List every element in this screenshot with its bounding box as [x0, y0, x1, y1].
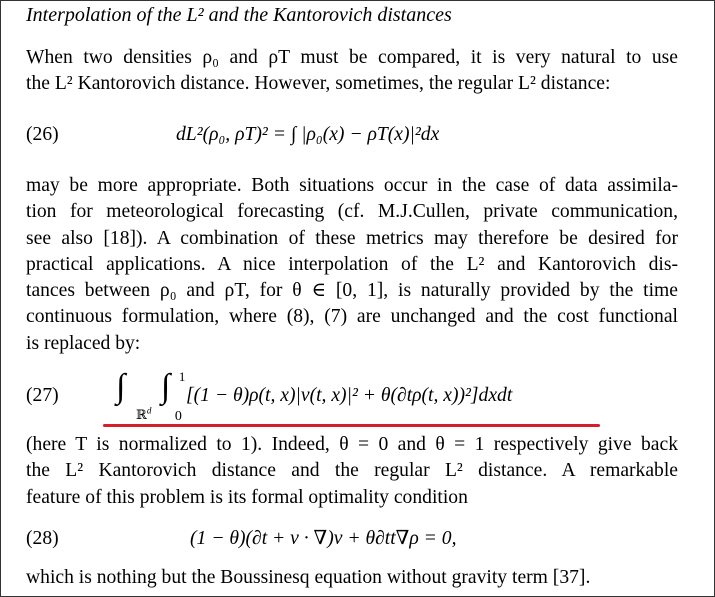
- paragraph-conclusion: [26, 565, 678, 591]
- equation-number-27: (27): [26, 385, 59, 406]
- text-line: which is nothing but the Boussinesq equation without gravity term [37].: [26, 567, 591, 588]
- equation-28: [190, 526, 456, 552]
- integral-sign-icon: ∫: [116, 368, 126, 405]
- text-line: continuous formulation, where (8), (7) are unchanged and the cost functional: [26, 306, 678, 328]
- inner-integral: [161, 368, 189, 424]
- paragraph-interpolation: [26, 173, 678, 357]
- text-line: may be more appropriate. Both situations occur in the case of data assimila-: [26, 175, 678, 196]
- paragraph-intro: [26, 45, 678, 98]
- integral-upper-limit: 1: [178, 369, 186, 384]
- equation-number-28: (28): [26, 528, 59, 549]
- text-line: (here T is normalized to 1). Indeed, θ = 0 and θ = 1 respectively give back: [26, 434, 678, 455]
- text-line: tion for meteorological forecasting (cf. M.J.Cullen, private communication,: [26, 201, 678, 223]
- equation-26: [176, 122, 439, 148]
- paragraph-remarks: [26, 432, 678, 511]
- outer-integral: [116, 368, 152, 424]
- equation-body: [(1 − θ)ρ(t, x)|v(t, x)|² + θ(∂tρ(t, x))²]dxdt: [186, 385, 513, 406]
- text-line: is replaced by:: [26, 332, 141, 354]
- equation-formula: dL²(ρ₀, ρT)² = ∫ |ρ₀(x) − ρT(x)|²dx: [176, 124, 440, 145]
- section-heading: Interpolation of the L² and the Kantorovich distances: [26, 4, 452, 26]
- red-annotation-underline: [103, 424, 600, 427]
- integral-domain: ℝ$^d$: [136, 405, 152, 422]
- integral-sign-icon: ∫: [160, 368, 171, 405]
- text-line: see also [18]). A combination of these metrics may therefore be desired for: [26, 227, 678, 249]
- text-line: the L² Kantorovich distance. However, sometimes, the regular L² distance:: [26, 73, 611, 95]
- text-line: tances between ρ₀ and ρT, for θ ∈ [0, 1], is naturally provided by the time: [26, 280, 678, 302]
- equation-number-26: (26): [26, 124, 59, 145]
- text-line: When two densities ρ₀ and ρT must be compared, it is very natural to use: [26, 47, 678, 68]
- text-line: feature of this problem is its formal optimality condition: [26, 486, 468, 508]
- text-line: practical applications. A nice interpolation of the L² and Kantorovich dis-: [26, 253, 678, 275]
- equation-formula: (1 − θ)(∂t + v · ∇)v + θ∂tt∇ρ = 0,: [190, 528, 457, 549]
- text-line: the L² Kantorovich distance and the regular L² distance. A remarkable: [26, 460, 678, 482]
- equation-27: [116, 368, 513, 424]
- integral-lower-limit: 0: [174, 409, 182, 424]
